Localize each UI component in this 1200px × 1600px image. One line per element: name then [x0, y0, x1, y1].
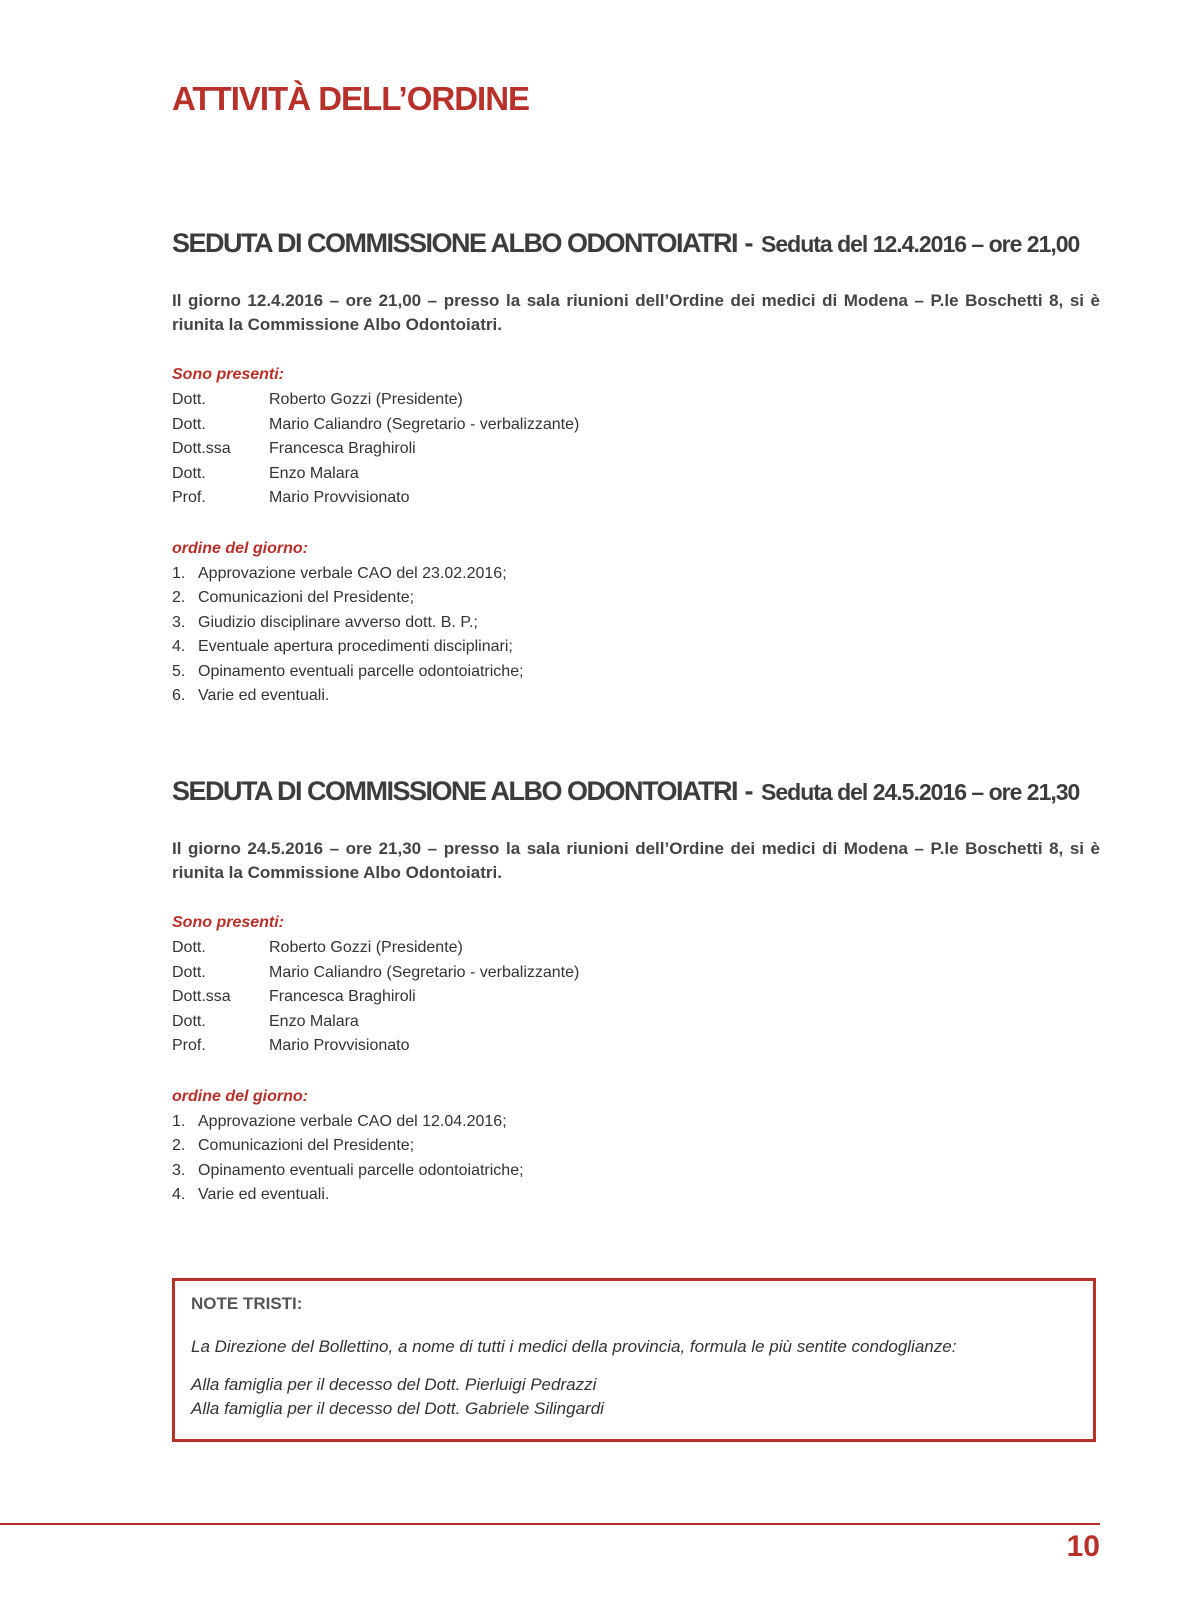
present-row	[172, 486, 1100, 511]
present-row	[172, 1034, 1100, 1059]
page-title: ATTIVITÀ DELL’ORDINE	[172, 80, 530, 117]
agenda-number: 2.	[172, 589, 186, 606]
present-name: Francesca Braghiroli	[269, 440, 416, 457]
meeting-section-2	[172, 776, 1100, 1208]
condolences-box	[172, 1278, 1096, 1442]
agenda-number: 3.	[172, 1161, 186, 1179]
present-title: Dott.	[172, 939, 206, 956]
agenda-text: Eventuale apertura procedimenti disciplinari;	[198, 638, 513, 655]
present-row	[172, 961, 1100, 986]
agenda-text: Varie ed eventuali.	[198, 687, 330, 704]
agenda-number: 2.	[172, 1137, 186, 1154]
agenda-list	[172, 1110, 1100, 1208]
present-name: Roberto Gozzi (Presidente)	[269, 939, 463, 956]
present-row	[172, 985, 1100, 1010]
present-row	[172, 413, 1100, 438]
present-name: Roberto Gozzi (Presidente)	[269, 391, 463, 408]
section-title	[172, 228, 1100, 259]
agenda-number: 5.	[172, 662, 186, 680]
present-title: Prof.	[172, 489, 206, 506]
note-line: La Direzione del Bollettino, a nome di tutti i medici della provincia, formula le più sentite condoglianze:	[191, 1337, 957, 1356]
agenda-number: 4.	[172, 1186, 186, 1203]
present-label: Sono presenti:	[172, 366, 285, 383]
present-row	[172, 437, 1100, 462]
agenda-item	[172, 1110, 1100, 1135]
present-title: Dott.	[172, 1012, 206, 1030]
present-row	[172, 936, 1100, 961]
meeting-section-1	[172, 228, 1100, 709]
present-title: Dott.	[172, 464, 206, 482]
present-title: Dott.	[172, 415, 206, 433]
agenda-item	[172, 586, 1100, 611]
section-title-date: Seduta del 12.4.2016 – ore 21,00	[761, 231, 1080, 257]
agenda-text: Comunicazioni del Presidente;	[198, 1137, 415, 1154]
agenda-item	[172, 1159, 1100, 1184]
section-title	[172, 776, 1100, 807]
agenda-item	[172, 660, 1100, 685]
section-title-separator: -	[737, 776, 762, 806]
agenda-text: Varie ed eventuali.	[198, 1186, 330, 1203]
agenda-list	[172, 562, 1100, 709]
agenda-item	[172, 684, 1100, 709]
present-name: Mario Caliandro (Segretario - verbalizzante)	[269, 963, 580, 981]
note-line: Alla famiglia per il decesso del Dott. Gabriele Silingardi	[191, 1399, 604, 1418]
present-title: Prof.	[172, 1037, 206, 1054]
agenda-item	[172, 635, 1100, 660]
present-name: Mario Provvisionato	[269, 1037, 410, 1054]
agenda-text: Opinamento eventuali parcelle odontoiatriche;	[198, 662, 524, 680]
present-label: Sono presenti:	[172, 914, 285, 931]
agenda-label: ordine del giorno:	[172, 1087, 308, 1105]
section-title-main: SEDUTA DI COMMISSIONE ALBO ODONTOIATRI	[172, 228, 738, 258]
present-name: Mario Provvisionato	[269, 489, 410, 506]
agenda-number: 6.	[172, 687, 186, 704]
note-line: Alla famiglia per il decesso del Dott. Pierluigi Pedrazzi	[191, 1375, 597, 1394]
present-title: Dott.	[172, 963, 206, 981]
section-intro: Il giorno 24.5.2016 – ore 21,30 – presso la sala riunioni dell’Ordine dei medici di Modena – P.le Boschetti 8, si è riunita la Commissione Albo Odontoiatri.	[172, 839, 1100, 882]
agenda-text: Opinamento eventuali parcelle odontoiatriche;	[198, 1161, 524, 1179]
present-name: Francesca Braghiroli	[269, 988, 416, 1005]
agenda-item	[172, 611, 1100, 636]
present-list	[172, 388, 1100, 511]
agenda-text: Approvazione verbale CAO del 23.02.2016;	[198, 564, 507, 582]
present-row	[172, 462, 1100, 487]
present-name: Enzo Malara	[269, 464, 359, 482]
present-title: Dott.ssa	[172, 440, 231, 457]
note-title: NOTE TRISTI:	[191, 1294, 303, 1313]
present-list	[172, 936, 1100, 1059]
present-name: Enzo Malara	[269, 1012, 359, 1030]
section-intro: Il giorno 12.4.2016 – ore 21,00 – presso la sala riunioni dell’Ordine dei medici di Modena – P.le Boschetti 8, si è riunita la Commissione Albo Odontoiatri.	[172, 291, 1100, 334]
section-title-date: Seduta del 24.5.2016 – ore 21,30	[761, 779, 1080, 805]
agenda-text: Approvazione verbale CAO del 12.04.2016;	[198, 1112, 507, 1130]
agenda-text: Giudizio disciplinare avverso dott. B. P.;	[198, 613, 478, 631]
present-row	[172, 1010, 1100, 1035]
present-title: Dott.	[172, 391, 206, 408]
agenda-text: Comunicazioni del Presidente;	[198, 589, 415, 606]
agenda-item	[172, 562, 1100, 587]
agenda-number: 4.	[172, 638, 186, 655]
present-title: Dott.ssa	[172, 988, 231, 1005]
agenda-item	[172, 1134, 1100, 1159]
agenda-number: 1.	[172, 564, 186, 582]
agenda-label: ordine del giorno:	[172, 539, 308, 557]
section-title-main: SEDUTA DI COMMISSIONE ALBO ODONTOIATRI	[172, 776, 738, 806]
present-name: Mario Caliandro (Segretario - verbalizzante)	[269, 415, 580, 433]
agenda-number: 1.	[172, 1112, 186, 1130]
section-title-separator: -	[737, 228, 762, 258]
footer-divider	[0, 1523, 1100, 1525]
agenda-item	[172, 1183, 1100, 1208]
page-number: 10	[1066, 1530, 1100, 1563]
present-row	[172, 388, 1100, 413]
agenda-number: 3.	[172, 613, 186, 631]
